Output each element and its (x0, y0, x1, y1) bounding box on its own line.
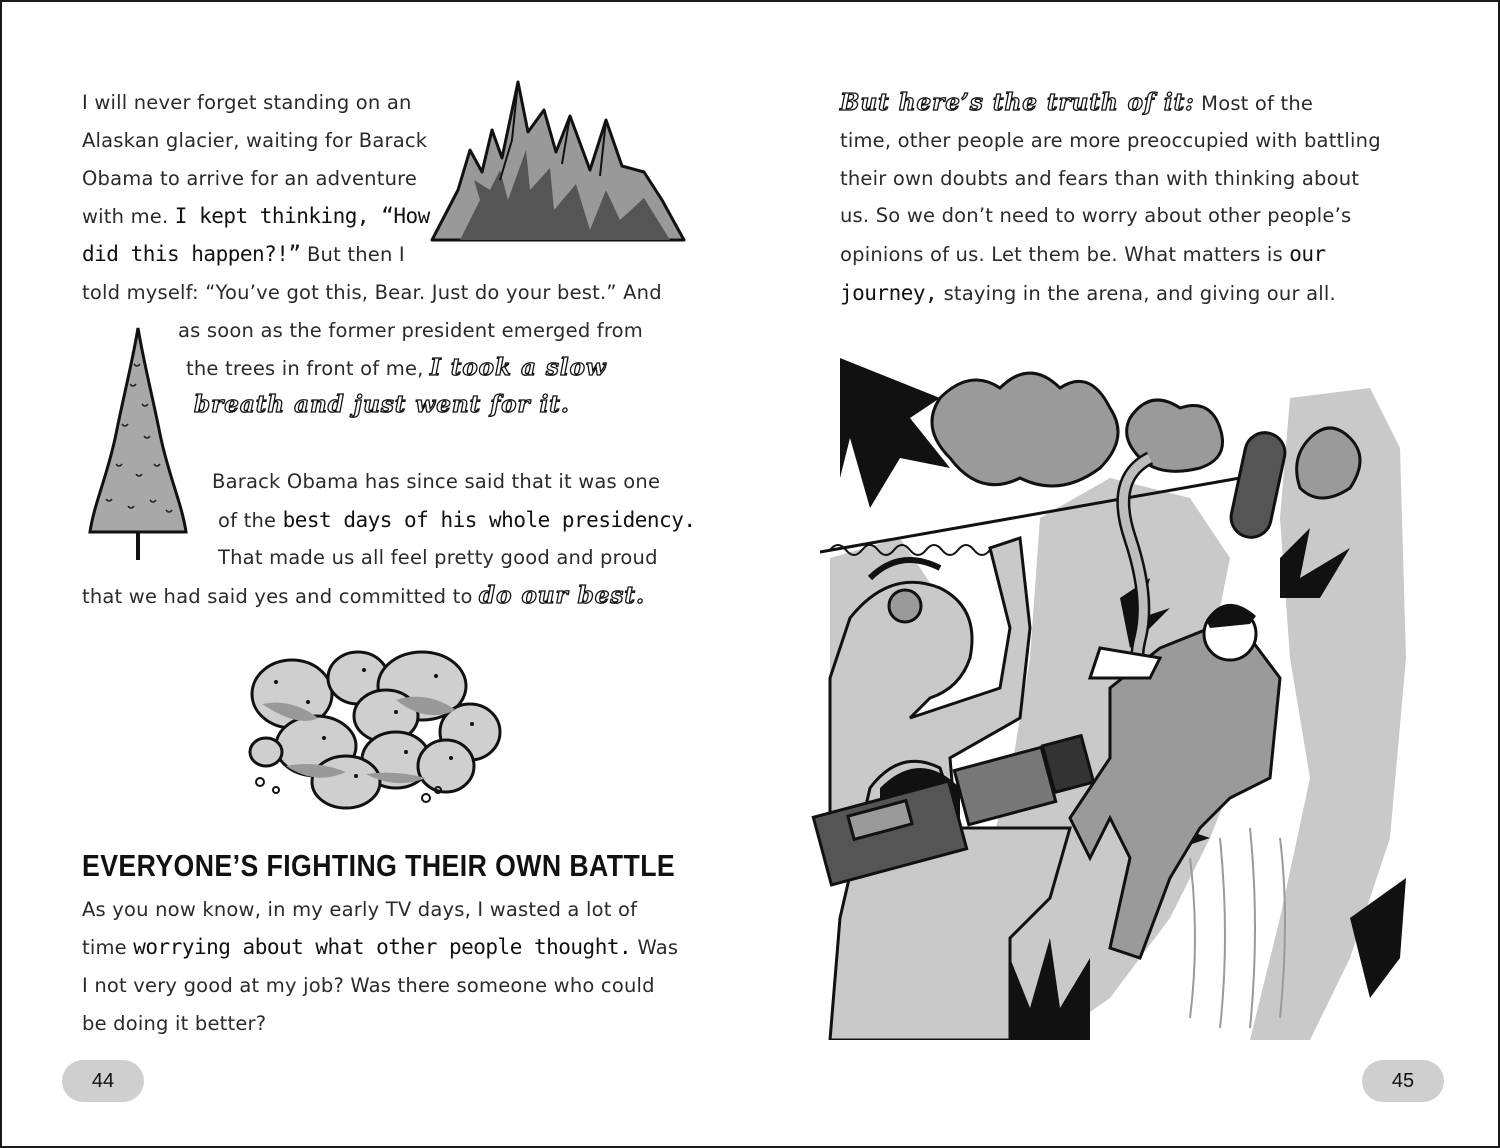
text-line (82, 934, 678, 961)
text-line: As you now know, in my early TV days, I wasted a lot of (82, 898, 638, 921)
outlined-emphasis: I took a slow (429, 354, 607, 381)
page-number-left: 44 (62, 1060, 144, 1102)
text-line (186, 355, 607, 382)
text-line: as soon as the former president emerged from (178, 319, 643, 342)
handwritten-emphasis: journey, (840, 281, 938, 305)
text-line (82, 583, 645, 610)
text-line: time, other people are more preoccupied with battling (840, 129, 1381, 152)
text-run: opinions of us. Let them be. What matters is (840, 243, 1283, 266)
text-line: told myself: “You’ve got this, Bear. Just do your best.” And (82, 281, 662, 304)
outlined-emphasis: breath and just went for it. (194, 391, 570, 418)
text-run: with me. (82, 205, 169, 228)
mountain-icon (430, 80, 686, 244)
text-line (218, 507, 695, 534)
jungle-filming-illustration (810, 358, 1406, 1040)
text-run: But then I (306, 243, 405, 266)
text-line: their own doubts and fears than with thinking about (840, 167, 1360, 190)
text-line: Obama to arrive for an adventure (82, 167, 418, 190)
text-line: I will never forget standing on an (82, 91, 412, 114)
text-line: us. So we don’t need to worry about other people’s (840, 204, 1352, 227)
text-run: Most of the (1201, 92, 1314, 115)
section-heading: EVERYONE’S FIGHTING THEIR OWN BATTLE (82, 848, 676, 883)
text-run: of the (218, 509, 277, 532)
handwritten-emphasis: worrying about what other people thought. (133, 935, 632, 959)
pine-tree-icon (86, 324, 190, 564)
text-run: that we had said yes and committed to (82, 585, 473, 608)
text-line: Barack Obama has since said that it was one (212, 470, 661, 493)
text-line: That made us all feel pretty good and proud (218, 546, 658, 569)
text-run: Was (637, 936, 679, 959)
text-line (82, 241, 405, 268)
text-line: be doing it better? (82, 1012, 267, 1035)
text-line: I not very good at my job? Was there someone who could (82, 974, 655, 997)
text-line (840, 280, 1336, 307)
text-line (840, 90, 1313, 117)
text-line (840, 241, 1326, 268)
handwritten-emphasis: our (1289, 242, 1326, 266)
text-line (82, 203, 430, 230)
text-run: time (82, 936, 127, 959)
handwritten-emphasis: best days of his whole presidency. (282, 508, 696, 532)
text-line: Alaskan glacier, waiting for Barack (82, 129, 428, 152)
outlined-emphasis: do our best. (479, 582, 645, 609)
outlined-emphasis: But here’s the truth of it: (840, 89, 1195, 116)
handwritten-emphasis: I kept thinking, “How (174, 204, 430, 228)
page-number-right: 45 (1362, 1060, 1444, 1102)
text-run: staying in the arena, and giving our all. (943, 282, 1336, 305)
handwritten-emphasis: did this happen?!” (82, 242, 301, 266)
text-run: the trees in front of me, (186, 357, 424, 380)
rock-pile-icon (246, 642, 502, 812)
